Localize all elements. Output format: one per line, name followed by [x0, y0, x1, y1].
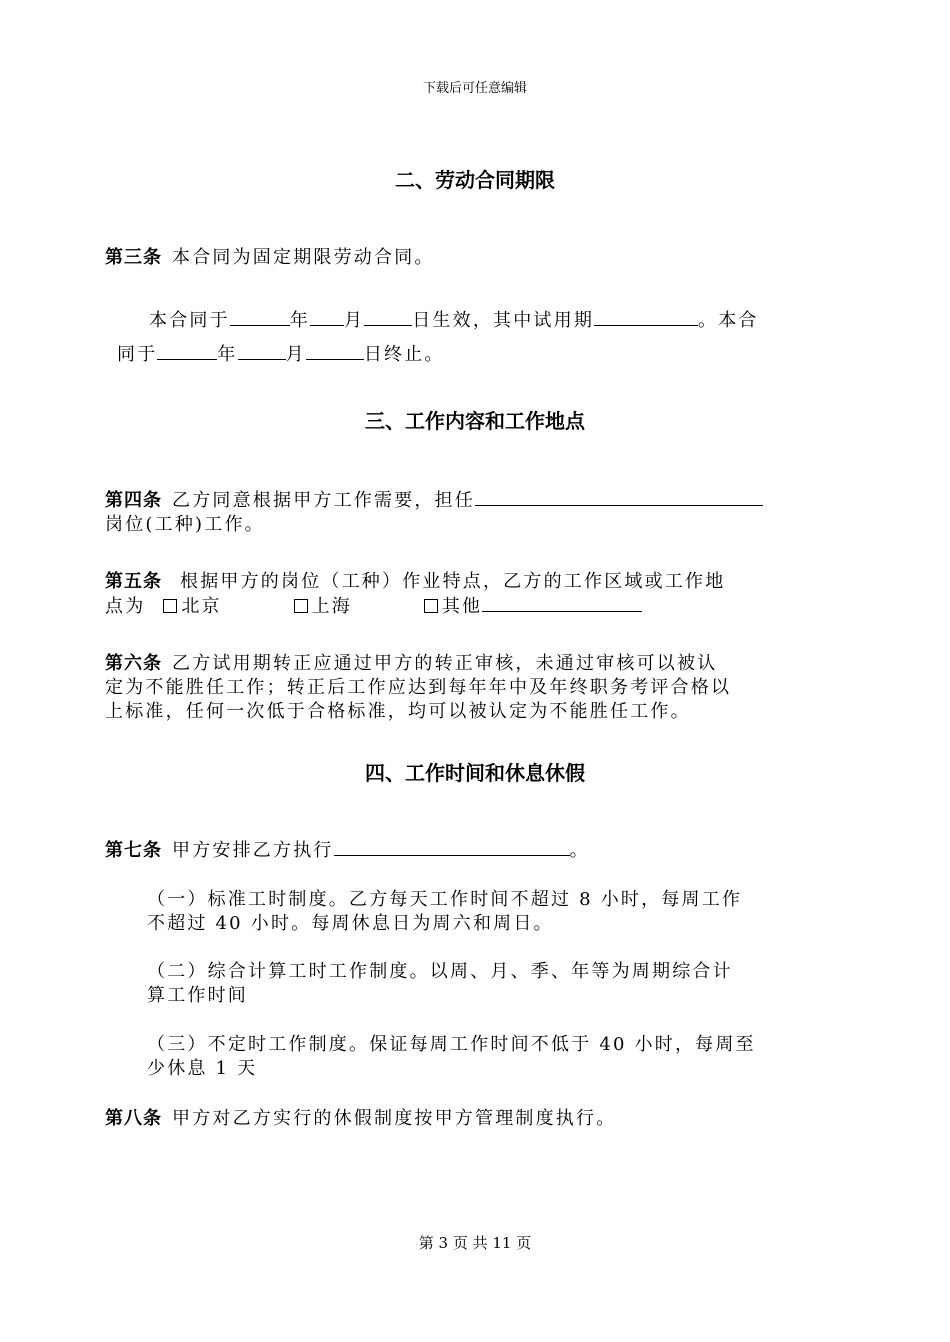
option-label: 北京 — [181, 596, 222, 617]
article-7-item-3 — [147, 1033, 847, 1081]
start-month-blank[interactable] — [310, 308, 344, 326]
date-text: 日生效，其中试用期 — [412, 310, 595, 331]
item-text: （一）标准工时制度。乙方每天工作时间不超过 8 小时，每周工作 — [147, 889, 743, 910]
article-text: 乙方同意根据甲方工作需要，担任 — [172, 490, 475, 511]
article-label: 第八条 — [105, 1108, 162, 1129]
end-month-blank[interactable] — [238, 342, 286, 360]
article-text: 甲方对乙方实行的休假制度按甲方管理制度执行。 — [172, 1108, 617, 1129]
end-year-blank[interactable] — [157, 342, 217, 360]
position-blank[interactable] — [475, 488, 763, 506]
section-title-contract-term: 二、劳动合同期限 — [395, 168, 555, 192]
date-text: 本合同于 — [149, 310, 230, 331]
item-text: 不超过 40 小时。每周休息日为周六和周日。 — [147, 913, 554, 934]
item-text: 算工作时间 — [147, 985, 248, 1006]
start-day-blank[interactable] — [364, 308, 412, 326]
article-label: 第三条 — [105, 247, 162, 268]
other-location-blank[interactable] — [482, 594, 642, 612]
date-text: 年 — [217, 344, 238, 365]
date-text: 日终止。 — [363, 344, 445, 365]
date-text: 年 — [289, 310, 311, 331]
article-label: 第七条 — [105, 840, 162, 861]
header-note: 下载后可任意编辑 — [422, 81, 527, 96]
date-text: 同于 — [117, 344, 158, 365]
article-text: 乙方试用期转正应通过甲方的转正审核，未通过审核可以被认 — [172, 653, 718, 674]
item-text: （二）综合计算工时工作制度。以周、月、季、年等为周期综合计 — [147, 961, 733, 982]
item-text: （三）不定时工作制度。保证每周工作时间不低于 40 小时，每周至 — [147, 1034, 756, 1055]
option-label: 上海 — [311, 596, 352, 617]
article-3 — [105, 246, 840, 270]
article-text: 上标准，任何一次低于合格标准，均可以被认定为不能胜任工作。 — [105, 701, 691, 722]
section-title-work-time: 四、工作时间和休息休假 — [365, 761, 585, 785]
article-7-item-1 — [147, 888, 847, 936]
article-text: 岗位(工种)工作。 — [105, 514, 265, 535]
article-8 — [105, 1107, 840, 1131]
probation-blank[interactable] — [594, 308, 698, 326]
article-text: 点为 — [105, 596, 146, 617]
article-text: 定为不能胜任工作；转正后工作应达到每年年中及年终职务考评合格以 — [105, 677, 732, 698]
start-year-blank[interactable] — [230, 308, 290, 326]
article-text: 根据甲方的岗位（工种）作业特点，乙方的工作区域或工作地 — [180, 571, 726, 592]
page-footer: 第 3 页 共 11 页 — [418, 1234, 532, 1252]
article-6 — [105, 652, 840, 724]
article-5 — [105, 570, 840, 619]
article-label: 第四条 — [105, 490, 162, 511]
article-text: 甲方安排乙方执行 — [172, 840, 334, 861]
work-schedule-blank[interactable] — [334, 838, 570, 856]
article-label: 第五条 — [105, 571, 162, 592]
end-day-blank[interactable] — [306, 342, 364, 360]
article-7 — [105, 838, 840, 863]
article-label: 第六条 — [105, 653, 162, 674]
article-3-dates — [105, 304, 840, 372]
section-title-work-content: 三、工作内容和工作地点 — [365, 409, 585, 433]
option-label: 其他 — [441, 596, 483, 617]
checkbox-shanghai[interactable] — [294, 599, 308, 613]
date-text: 月 — [285, 344, 306, 365]
checkbox-other[interactable] — [424, 599, 438, 613]
date-text: 月 — [344, 310, 365, 331]
checkbox-beijing[interactable] — [163, 599, 177, 613]
article-7-item-2 — [147, 960, 847, 1008]
item-text: 少休息 1 天 — [147, 1058, 258, 1079]
article-4 — [105, 488, 840, 537]
article-text: 。 — [569, 840, 590, 861]
article-text: 本合同为固定期限劳动合同。 — [172, 247, 435, 268]
date-text: 。本合 — [698, 310, 759, 331]
